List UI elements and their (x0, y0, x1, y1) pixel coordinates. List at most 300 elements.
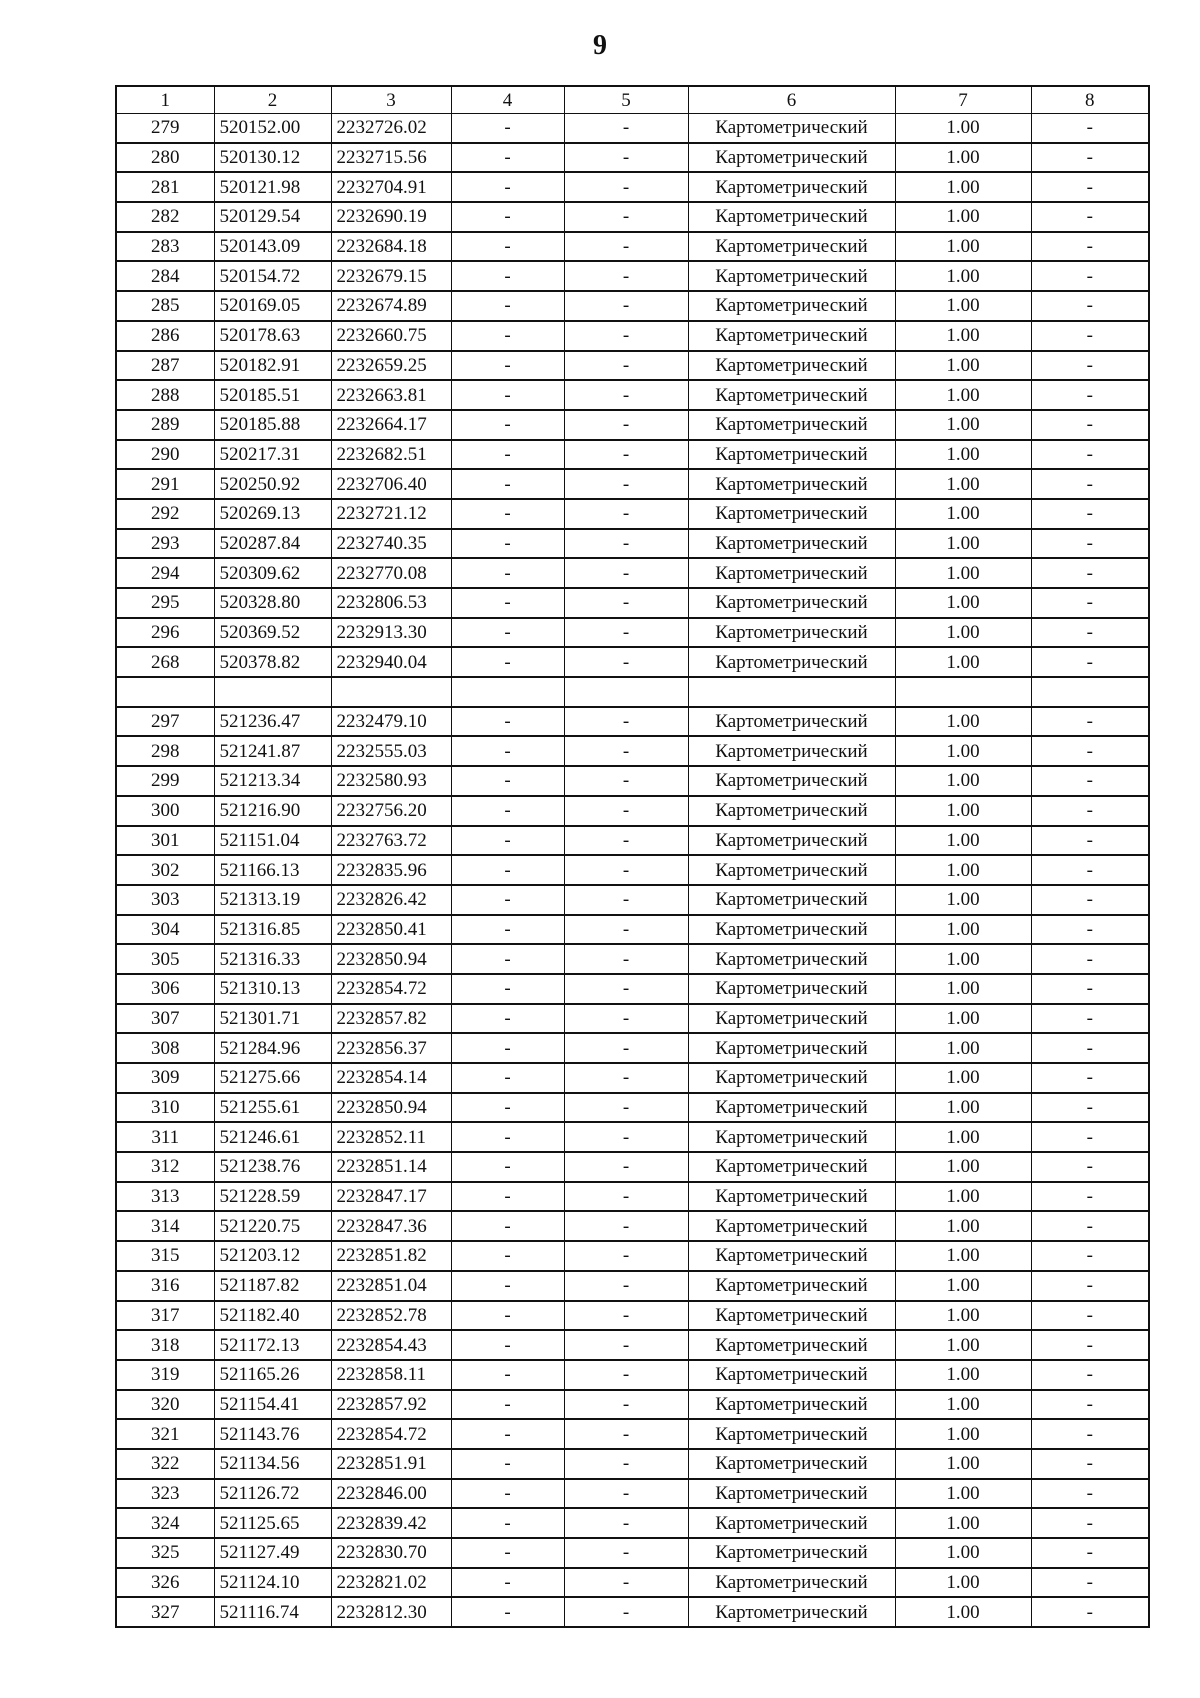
point-number-cell: 319 (116, 1360, 214, 1390)
point-number-cell: 323 (116, 1479, 214, 1509)
col4-value-cell: - (451, 261, 564, 291)
accuracy-cell: 1.00 (895, 351, 1031, 381)
col4-value-cell: - (451, 826, 564, 856)
point-number-cell: 315 (116, 1241, 214, 1271)
col5-value-cell: - (564, 1568, 688, 1598)
point-number-cell: 268 (116, 647, 214, 677)
col5-value-cell: - (564, 588, 688, 618)
x-coordinate-cell: 520169.05 (214, 291, 331, 321)
col8-value-cell: - (1031, 736, 1149, 766)
method-cell: Картометрический (688, 1538, 895, 1568)
table-row (116, 1568, 1149, 1598)
y-coordinate-cell (331, 677, 451, 707)
point-number-cell: 305 (116, 944, 214, 974)
point-number-cell: 318 (116, 1330, 214, 1360)
x-coordinate-cell: 521165.26 (214, 1360, 331, 1390)
col5-value-cell: - (564, 1390, 688, 1420)
y-coordinate-cell: 2232851.04 (331, 1271, 451, 1301)
y-coordinate-cell: 2232690.19 (331, 202, 451, 232)
method-cell: Картометрический (688, 1419, 895, 1449)
col5-value-cell: - (564, 826, 688, 856)
point-number-cell: 284 (116, 261, 214, 291)
point-number-cell: 280 (116, 143, 214, 173)
method-cell: Картометрический (688, 321, 895, 351)
method-cell: Картометрический (688, 1568, 895, 1598)
col5-value-cell: - (564, 855, 688, 885)
col8-value-cell: - (1031, 1093, 1149, 1123)
method-cell: Картометрический (688, 618, 895, 648)
column-header-2: 2 (214, 86, 331, 114)
col5-value-cell: - (564, 1597, 688, 1627)
point-number-cell: 279 (116, 114, 214, 143)
col5-value-cell: - (564, 796, 688, 826)
col4-value-cell: - (451, 1419, 564, 1449)
col4-value-cell: - (451, 143, 564, 173)
point-number-cell: 312 (116, 1152, 214, 1182)
y-coordinate-cell: 2232854.72 (331, 974, 451, 1004)
col5-value-cell: - (564, 1241, 688, 1271)
x-coordinate-cell: 520269.13 (214, 499, 331, 529)
y-coordinate-cell: 2232826.42 (331, 885, 451, 915)
col4-value-cell: - (451, 1241, 564, 1271)
accuracy-cell: 1.00 (895, 1122, 1031, 1152)
col8-value-cell: - (1031, 143, 1149, 173)
method-cell: Картометрический (688, 1211, 895, 1241)
y-coordinate-cell: 2232854.14 (331, 1063, 451, 1093)
y-coordinate-cell: 2232846.00 (331, 1479, 451, 1509)
col4-value-cell: - (451, 885, 564, 915)
accuracy-cell: 1.00 (895, 1360, 1031, 1390)
y-coordinate-cell: 2232721.12 (331, 499, 451, 529)
x-coordinate-cell: 521241.87 (214, 736, 331, 766)
x-coordinate-cell: 521236.47 (214, 707, 331, 737)
x-coordinate-cell: 520143.09 (214, 232, 331, 262)
point-number-cell: 288 (116, 380, 214, 410)
table-row (116, 529, 1149, 559)
y-coordinate-cell: 2232806.53 (331, 588, 451, 618)
accuracy-cell: 1.00 (895, 826, 1031, 856)
col5-value-cell: - (564, 1330, 688, 1360)
method-cell: Картометрический (688, 1360, 895, 1390)
method-cell: Картометрический (688, 736, 895, 766)
method-cell: Картометрический (688, 1271, 895, 1301)
table-row (116, 114, 1149, 143)
table-row (116, 261, 1149, 291)
point-number-cell: 313 (116, 1182, 214, 1212)
col5-value-cell: - (564, 1122, 688, 1152)
method-cell: Картометрический (688, 1004, 895, 1034)
x-coordinate-cell: 521301.71 (214, 1004, 331, 1034)
method-cell: Картометрический (688, 202, 895, 232)
col4-value-cell: - (451, 1568, 564, 1598)
col8-value-cell: - (1031, 1390, 1149, 1420)
x-coordinate-cell: 521255.61 (214, 1093, 331, 1123)
point-number-cell: 327 (116, 1597, 214, 1627)
point-number-cell: 304 (116, 915, 214, 945)
x-coordinate-cell: 520154.72 (214, 261, 331, 291)
point-number-cell: 302 (116, 855, 214, 885)
y-coordinate-cell: 2232830.70 (331, 1538, 451, 1568)
col8-value-cell: - (1031, 885, 1149, 915)
accuracy-cell: 1.00 (895, 1568, 1031, 1598)
col4-value-cell: - (451, 647, 564, 677)
col4-value-cell: - (451, 944, 564, 974)
col4-value-cell: - (451, 618, 564, 648)
col4-value-cell: - (451, 974, 564, 1004)
col8-value-cell: - (1031, 1479, 1149, 1509)
col8-value-cell: - (1031, 1538, 1149, 1568)
y-coordinate-cell: 2232715.56 (331, 143, 451, 173)
table-row (116, 1360, 1149, 1390)
col8-value-cell: - (1031, 1449, 1149, 1479)
col5-value-cell: - (564, 1093, 688, 1123)
accuracy-cell: 1.00 (895, 261, 1031, 291)
col8-value-cell: - (1031, 291, 1149, 321)
method-cell: Картометрический (688, 588, 895, 618)
method-cell: Картометрический (688, 1063, 895, 1093)
col4-value-cell: - (451, 1390, 564, 1420)
method-cell: Картометрический (688, 351, 895, 381)
table-row (116, 1508, 1149, 1538)
method-cell: Картометрический (688, 826, 895, 856)
accuracy-cell: 1.00 (895, 1093, 1031, 1123)
col5-value-cell: - (564, 1419, 688, 1449)
col5-value-cell: - (564, 143, 688, 173)
col5-value-cell: - (564, 1182, 688, 1212)
x-coordinate-cell: 520130.12 (214, 143, 331, 173)
x-coordinate-cell: 520369.52 (214, 618, 331, 648)
y-coordinate-cell: 2232852.11 (331, 1122, 451, 1152)
accuracy-cell: 1.00 (895, 1004, 1031, 1034)
col4-value-cell: - (451, 440, 564, 470)
accuracy-cell: 1.00 (895, 143, 1031, 173)
col8-value-cell: - (1031, 588, 1149, 618)
col5-value-cell: - (564, 707, 688, 737)
col8-value-cell: - (1031, 647, 1149, 677)
col5-value-cell: - (564, 1152, 688, 1182)
col4-value-cell: - (451, 1301, 564, 1331)
y-coordinate-cell: 2232706.40 (331, 469, 451, 499)
y-coordinate-cell: 2232763.72 (331, 826, 451, 856)
col8-value-cell: - (1031, 351, 1149, 381)
method-cell: Картометрический (688, 1301, 895, 1331)
y-coordinate-cell: 2232850.41 (331, 915, 451, 945)
col8-value-cell: - (1031, 469, 1149, 499)
accuracy-cell: 1.00 (895, 232, 1031, 262)
y-coordinate-cell: 2232684.18 (331, 232, 451, 262)
table-row (116, 707, 1149, 737)
point-number-cell: 321 (116, 1419, 214, 1449)
method-cell: Картометрический (688, 143, 895, 173)
x-coordinate-cell: 521134.56 (214, 1449, 331, 1479)
point-number-cell: 291 (116, 469, 214, 499)
x-coordinate-cell: 521310.13 (214, 974, 331, 1004)
table-row (116, 321, 1149, 351)
method-cell: Картометрический (688, 1597, 895, 1627)
table-row (116, 202, 1149, 232)
accuracy-cell: 1.00 (895, 855, 1031, 885)
table-row (116, 796, 1149, 826)
x-coordinate-cell: 521172.13 (214, 1330, 331, 1360)
method-cell: Картометрический (688, 1122, 895, 1152)
accuracy-cell: 1.00 (895, 1271, 1031, 1301)
point-number-cell: 320 (116, 1390, 214, 1420)
y-coordinate-cell: 2232852.78 (331, 1301, 451, 1331)
col8-value-cell: - (1031, 618, 1149, 648)
col8-value-cell: - (1031, 1241, 1149, 1271)
table-row (116, 1211, 1149, 1241)
table-row (116, 766, 1149, 796)
col4-value-cell: - (451, 1033, 564, 1063)
accuracy-cell: 1.00 (895, 944, 1031, 974)
y-coordinate-cell: 2232847.17 (331, 1182, 451, 1212)
x-coordinate-cell: 521126.72 (214, 1479, 331, 1509)
y-coordinate-cell: 2232857.82 (331, 1004, 451, 1034)
method-cell: Картометрический (688, 1182, 895, 1212)
point-number-cell: 325 (116, 1538, 214, 1568)
x-coordinate-cell: 521246.61 (214, 1122, 331, 1152)
table-row (116, 826, 1149, 856)
method-cell: Картометрический (688, 974, 895, 1004)
col8-value-cell: - (1031, 1063, 1149, 1093)
table-row (116, 172, 1149, 202)
y-coordinate-cell: 2232770.08 (331, 558, 451, 588)
accuracy-cell: 1.00 (895, 1330, 1031, 1360)
method-cell: Картометрический (688, 915, 895, 945)
y-coordinate-cell: 2232659.25 (331, 351, 451, 381)
accuracy-cell: 1.00 (895, 1033, 1031, 1063)
point-number-cell: 311 (116, 1122, 214, 1152)
x-coordinate-cell: 520182.91 (214, 351, 331, 381)
accuracy-cell: 1.00 (895, 915, 1031, 945)
method-cell: Картометрический (688, 558, 895, 588)
table-row (116, 558, 1149, 588)
table-row (116, 499, 1149, 529)
method-cell: Картометрический (688, 1033, 895, 1063)
col8-value-cell: - (1031, 766, 1149, 796)
accuracy-cell: 1.00 (895, 1182, 1031, 1212)
accuracy-cell: 1.00 (895, 410, 1031, 440)
column-header-7: 7 (895, 86, 1031, 114)
table-row (116, 1449, 1149, 1479)
col4-value-cell: - (451, 1508, 564, 1538)
col4-value-cell: - (451, 707, 564, 737)
accuracy-cell: 1.00 (895, 707, 1031, 737)
col8-value-cell (1031, 677, 1149, 707)
col5-value-cell: - (564, 915, 688, 945)
col4-value-cell: - (451, 855, 564, 885)
accuracy-cell: 1.00 (895, 1063, 1031, 1093)
table-row (116, 1182, 1149, 1212)
x-coordinate-cell: 521124.10 (214, 1568, 331, 1598)
accuracy-cell: 1.00 (895, 736, 1031, 766)
x-coordinate-cell: 521166.13 (214, 855, 331, 885)
x-coordinate-cell: 520250.92 (214, 469, 331, 499)
point-number-cell: 326 (116, 1568, 214, 1598)
col4-value-cell: - (451, 1360, 564, 1390)
method-cell (688, 677, 895, 707)
col4-value-cell: - (451, 736, 564, 766)
col5-value-cell: - (564, 232, 688, 262)
col8-value-cell: - (1031, 1122, 1149, 1152)
col8-value-cell: - (1031, 380, 1149, 410)
method-cell: Картометрический (688, 1449, 895, 1479)
x-coordinate-cell: 521316.85 (214, 915, 331, 945)
col5-value-cell: - (564, 647, 688, 677)
table-row (116, 1271, 1149, 1301)
method-cell: Картометрический (688, 1508, 895, 1538)
col4-value-cell: - (451, 410, 564, 440)
method-cell: Картометрический (688, 766, 895, 796)
point-number-cell: 324 (116, 1508, 214, 1538)
method-cell: Картометрический (688, 1390, 895, 1420)
accuracy-cell (895, 677, 1031, 707)
accuracy-cell: 1.00 (895, 114, 1031, 143)
col8-value-cell: - (1031, 410, 1149, 440)
point-number-cell: 286 (116, 321, 214, 351)
x-coordinate-cell: 521125.65 (214, 1508, 331, 1538)
table-row (116, 143, 1149, 173)
point-number-cell: 285 (116, 291, 214, 321)
col8-value-cell: - (1031, 1419, 1149, 1449)
col4-value-cell: - (451, 291, 564, 321)
y-coordinate-cell: 2232835.96 (331, 855, 451, 885)
col5-value-cell: - (564, 380, 688, 410)
col4-value-cell: - (451, 351, 564, 381)
col8-value-cell: - (1031, 1568, 1149, 1598)
x-coordinate-cell: 520185.51 (214, 380, 331, 410)
y-coordinate-cell: 2232857.92 (331, 1390, 451, 1420)
col4-value-cell: - (451, 202, 564, 232)
col8-value-cell: - (1031, 1033, 1149, 1063)
table-body (116, 114, 1149, 1628)
method-cell: Картометрический (688, 440, 895, 470)
y-coordinate-cell: 2232674.89 (331, 291, 451, 321)
column-header-5: 5 (564, 86, 688, 114)
x-coordinate-cell: 520287.84 (214, 529, 331, 559)
coordinates-table (115, 85, 1150, 1628)
point-number-cell: 292 (116, 499, 214, 529)
table-row (116, 618, 1149, 648)
col5-value-cell: - (564, 261, 688, 291)
col5-value-cell: - (564, 469, 688, 499)
col5-value-cell: - (564, 1004, 688, 1034)
col8-value-cell: - (1031, 707, 1149, 737)
col4-value-cell: - (451, 1330, 564, 1360)
col4-value-cell: - (451, 766, 564, 796)
method-cell: Картометрический (688, 1241, 895, 1271)
col4-value-cell: - (451, 529, 564, 559)
x-coordinate-cell: 521275.66 (214, 1063, 331, 1093)
col4-value-cell: - (451, 499, 564, 529)
y-coordinate-cell: 2232756.20 (331, 796, 451, 826)
accuracy-cell: 1.00 (895, 172, 1031, 202)
y-coordinate-cell: 2232858.11 (331, 1360, 451, 1390)
method-cell: Картометрический (688, 172, 895, 202)
y-coordinate-cell: 2232704.91 (331, 172, 451, 202)
col5-value-cell: - (564, 499, 688, 529)
y-coordinate-cell: 2232913.30 (331, 618, 451, 648)
col5-value-cell: - (564, 1301, 688, 1331)
method-cell: Картометрический (688, 410, 895, 440)
y-coordinate-cell: 2232664.17 (331, 410, 451, 440)
y-coordinate-cell: 2232850.94 (331, 1093, 451, 1123)
table-row (116, 588, 1149, 618)
col4-value-cell: - (451, 1479, 564, 1509)
y-coordinate-cell: 2232851.82 (331, 1241, 451, 1271)
col4-value-cell: - (451, 558, 564, 588)
col8-value-cell: - (1031, 1271, 1149, 1301)
col5-value-cell: - (564, 172, 688, 202)
x-coordinate-cell: 521143.76 (214, 1419, 331, 1449)
y-coordinate-cell: 2232821.02 (331, 1568, 451, 1598)
x-coordinate-cell: 521151.04 (214, 826, 331, 856)
col5-value-cell: - (564, 114, 688, 143)
point-number-cell: 300 (116, 796, 214, 826)
y-coordinate-cell: 2232479.10 (331, 707, 451, 737)
column-header-1: 1 (116, 86, 214, 114)
method-cell: Картометрический (688, 885, 895, 915)
col8-value-cell: - (1031, 826, 1149, 856)
accuracy-cell: 1.00 (895, 885, 1031, 915)
col8-value-cell: - (1031, 1330, 1149, 1360)
table-row (116, 1479, 1149, 1509)
point-number-cell: 282 (116, 202, 214, 232)
col5-value-cell: - (564, 618, 688, 648)
col4-value-cell: - (451, 915, 564, 945)
col8-value-cell: - (1031, 172, 1149, 202)
col5-value-cell: - (564, 736, 688, 766)
point-number-cell: 306 (116, 974, 214, 1004)
table-row (116, 1241, 1149, 1271)
x-coordinate-cell: 520378.82 (214, 647, 331, 677)
col5-value-cell: - (564, 410, 688, 440)
col5-value-cell: - (564, 1033, 688, 1063)
method-cell: Картометрический (688, 291, 895, 321)
col8-value-cell: - (1031, 944, 1149, 974)
accuracy-cell: 1.00 (895, 1538, 1031, 1568)
table-row (116, 291, 1149, 321)
col4-value-cell: - (451, 1449, 564, 1479)
method-cell: Картометрический (688, 944, 895, 974)
col5-value-cell: - (564, 291, 688, 321)
col5-value-cell: - (564, 202, 688, 232)
accuracy-cell: 1.00 (895, 974, 1031, 1004)
col4-value-cell: - (451, 469, 564, 499)
method-cell: Картометрический (688, 1093, 895, 1123)
col5-value-cell: - (564, 440, 688, 470)
table-row (116, 885, 1149, 915)
point-number-cell: 309 (116, 1063, 214, 1093)
col8-value-cell: - (1031, 915, 1149, 945)
accuracy-cell: 1.00 (895, 1508, 1031, 1538)
col4-value-cell: - (451, 1004, 564, 1034)
accuracy-cell: 1.00 (895, 766, 1031, 796)
col5-value-cell: - (564, 1538, 688, 1568)
point-number-cell: 299 (116, 766, 214, 796)
point-number-cell: 322 (116, 1449, 214, 1479)
x-coordinate-cell: 521213.34 (214, 766, 331, 796)
table-row (116, 410, 1149, 440)
y-coordinate-cell: 2232812.30 (331, 1597, 451, 1627)
table-row (116, 1004, 1149, 1034)
x-coordinate-cell: 521187.82 (214, 1271, 331, 1301)
col8-value-cell: - (1031, 558, 1149, 588)
accuracy-cell: 1.00 (895, 1419, 1031, 1449)
x-coordinate-cell: 520217.31 (214, 440, 331, 470)
col5-value-cell: - (564, 1271, 688, 1301)
accuracy-cell: 1.00 (895, 1152, 1031, 1182)
